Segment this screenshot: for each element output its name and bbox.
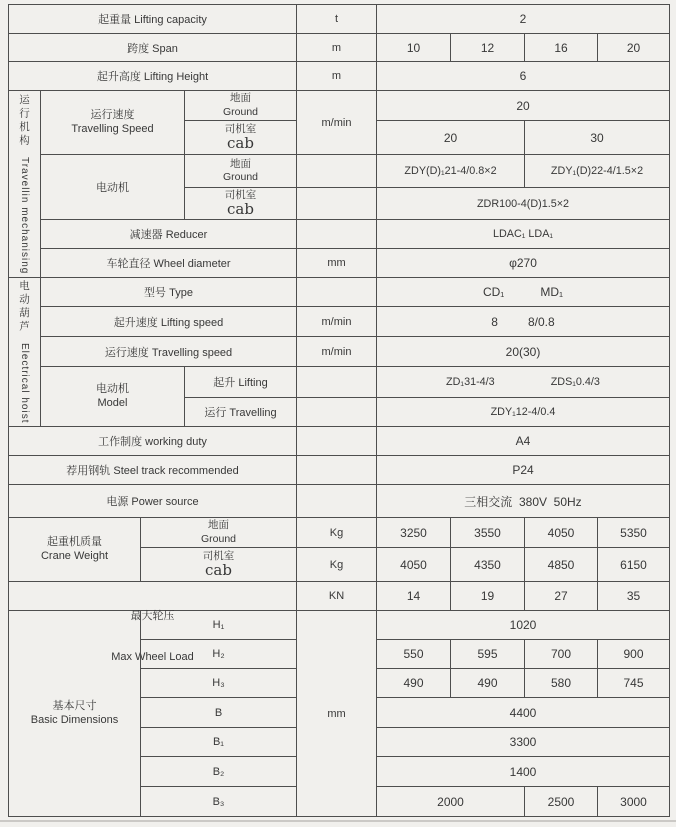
crane-weight-ground-value-1: 3250 — [377, 518, 451, 548]
crane-weight-ground-value-2: 3550 — [451, 518, 525, 548]
hoist-motor-label — [41, 367, 185, 427]
hoist-travelling-speed-value: 20(30) — [377, 337, 669, 367]
cab-label-en: cab — [227, 200, 254, 219]
section-travelling-mechanism-zh: 运行机构 — [18, 93, 30, 148]
spec-table — [8, 4, 670, 817]
cab-label-zh: 司机室 — [224, 189, 257, 202]
hoist-motor-lifting-value-1: ZD₁31-4/3 — [446, 376, 495, 388]
dimension-b3-value-2: 2500 — [525, 787, 598, 816]
hoist-lifting-speed-value-1: 8 — [491, 314, 498, 329]
wheel-diameter-label: 车轮直径 Wheel diameter — [41, 249, 297, 278]
ground-label-zh: 地面 — [208, 519, 229, 532]
dimension-h3-value-2: 490 — [451, 669, 525, 698]
travelling-speed-ground-label — [185, 91, 297, 121]
cab-label-zh: 司机室 — [202, 550, 235, 563]
max-wheel-load-value-4: 35 — [598, 582, 669, 611]
hoist-lifting-speed-label: 起升速度 Lifting speed — [41, 307, 297, 337]
ground-label-zh: 地面 — [230, 92, 251, 105]
span-value-1: 10 — [377, 34, 451, 62]
max-wheel-load-value-2: 19 — [451, 582, 525, 611]
travel-motor-ground-value-1: ZDY(D)₁21-4/0.8×2 — [377, 155, 525, 188]
lifting-capacity-label: 起重量 Lifting capacity — [9, 5, 297, 34]
power-source-label: 电源 Power source — [9, 485, 297, 518]
basic-dimensions-unit: mm — [297, 611, 377, 816]
dimension-h3-value-3: 580 — [525, 669, 598, 698]
reducer-value: LDAC₁ LDA₁ — [377, 220, 669, 249]
travel-motor-cab-unit-empty — [297, 188, 377, 220]
travelling-speed-label-en: Travelling Speed — [71, 122, 154, 135]
crane-weight-label-en: Crane Weight — [40, 549, 109, 562]
crane-weight-cab-label — [141, 548, 297, 582]
hoist-motor-lifting-value-2: ZDS₁0.4/3 — [550, 376, 600, 388]
hoist-type-unit-empty — [297, 278, 377, 307]
crane-weight-cab-value-2: 4350 — [451, 548, 525, 582]
travelling-speed-ground-value: 20 — [377, 91, 669, 121]
hoist-motor-label-en: Model — [97, 396, 128, 409]
reducer-label: 减速器 Reducer — [41, 220, 297, 249]
basic-dimensions-label-zh: 基本尺寸 — [52, 699, 97, 712]
hoist-type-value-2: MD₁ — [540, 285, 564, 299]
section-travelling-mechanism-en: Travellin mechanising — [19, 156, 30, 275]
dimension-b1-label: B₁ — [141, 728, 297, 757]
dimension-b3-value-3: 3000 — [620, 794, 647, 809]
lifting-capacity-unit: t — [297, 5, 377, 34]
travelling-speed-label-zh: 运行速度 — [90, 108, 135, 121]
section-electric-hoist-zh: 电动葫芦 — [18, 280, 30, 335]
dimension-h1-label: H₁ — [141, 611, 297, 640]
dimension-b2-value: 1400 — [377, 757, 669, 787]
basic-dimensions-label — [9, 611, 141, 816]
ground-label-en: Ground — [222, 171, 259, 183]
max-wheel-load-unit: KN — [297, 582, 377, 611]
span-value-4: 20 — [598, 34, 669, 62]
hoist-motor-lifting-value — [377, 367, 669, 398]
steel-track-value: P24 — [377, 456, 669, 485]
max-wheel-load-value-1: 14 — [377, 582, 451, 611]
wheel-diameter-value: φ270 — [377, 249, 669, 278]
travel-motor-cab-value: ZDR100-4(D)1.5×2 — [377, 188, 669, 220]
hoist-lifting-speed-unit: m/min — [297, 307, 377, 337]
lifting-capacity-value: 2 — [377, 5, 669, 34]
cab-label-en: cab — [205, 561, 232, 580]
span-value-3: 16 — [525, 34, 598, 62]
working-duty-label: 工作制度 working duty — [9, 427, 297, 456]
hoist-motor-travelling-value: ZDY₁12-4/0.4 — [377, 398, 669, 427]
ground-label-en: Ground — [222, 105, 259, 118]
cab-label-zh: 司机室 — [224, 123, 257, 136]
crane-weight-cab-value-3: 4850 — [525, 548, 598, 582]
steel-track-label: 荐用钢轨 Steel track recommended — [9, 456, 297, 485]
hoist-motor-lifting-unit-empty — [297, 367, 377, 398]
hoist-travelling-speed-unit: m/min — [297, 337, 377, 367]
travelling-speed-cab-value-1: 20 — [377, 121, 525, 155]
hoist-motor-label-zh: 电动机 — [96, 382, 129, 395]
hoist-motor-travelling-unit-empty — [297, 398, 377, 427]
crane-weight-cab-unit: Kg — [297, 548, 377, 582]
crane-weight-label — [9, 518, 141, 582]
dimension-h3-value-4: 745 — [598, 669, 669, 698]
working-duty-value: A4 — [377, 427, 669, 456]
hoist-travelling-speed-label: 运行速度 Travelling speed — [41, 337, 297, 367]
section-electric-hoist — [9, 278, 41, 427]
dimension-h1-value: 1020 — [377, 611, 669, 640]
dimension-h3-value-1: 490 — [377, 669, 451, 698]
dimension-b3-value-1: 2000 — [377, 787, 525, 816]
working-duty-unit-empty — [297, 427, 377, 456]
section-electric-hoist-en: Electrical hoist — [19, 343, 30, 424]
span-label: 跨度 Span — [9, 34, 297, 62]
travelling-speed-cab-value-2: 30 — [525, 121, 669, 155]
travelling-speed-label — [41, 91, 185, 155]
travel-motor-label: 电动机 — [41, 155, 185, 220]
travel-motor-ground-unit-empty — [297, 155, 377, 188]
travel-motor-cab-label — [185, 188, 297, 220]
dimension-h2-value-2: 595 — [451, 640, 525, 669]
dimension-h3-label: H₃ — [141, 669, 297, 698]
hoist-motor-travelling-label: 运行 Travelling — [185, 398, 297, 427]
reducer-unit-empty — [297, 220, 377, 249]
hoist-type-value — [377, 278, 669, 307]
travel-motor-ground-label — [185, 155, 297, 188]
crane-weight-ground-value-4: 5350 — [598, 518, 669, 548]
crane-weight-cab-value-1: 4050 — [377, 548, 451, 582]
power-source-unit-empty — [297, 485, 377, 518]
hoist-lifting-speed-value-2: 8/0.8 — [527, 314, 555, 329]
dimension-b-label: B — [141, 698, 297, 728]
section-travelling-mechanism — [9, 91, 41, 278]
ground-label-en: Ground — [200, 532, 237, 545]
power-source-value: 三相交流 380V 50Hz — [377, 485, 669, 518]
span-value-2: 12 — [451, 34, 525, 62]
wheel-diameter-unit: mm — [297, 249, 377, 278]
travelling-speed-unit: m/min — [297, 91, 377, 155]
cab-label-en: cab — [227, 134, 254, 153]
dimension-h2-value-1: 550 — [377, 640, 451, 669]
crane-weight-ground-label — [141, 518, 297, 548]
hoist-lifting-speed-value — [377, 307, 669, 337]
hoist-motor-lifting-label: 起升 Lifting — [185, 367, 297, 398]
dimension-b1-value: 3300 — [377, 728, 669, 757]
dimension-h2-value-4: 900 — [598, 640, 669, 669]
lifting-height-value: 6 — [377, 62, 669, 91]
max-wheel-load-value-3: 27 — [525, 582, 598, 611]
span-unit: m — [297, 34, 377, 62]
ground-label-zh: 地面 — [230, 157, 251, 170]
dimension-b3-label: B₃ — [141, 787, 297, 816]
scan-artifact-line — [0, 820, 676, 822]
max-wheel-load-label-zh: 最大轮压 — [130, 609, 175, 622]
hoist-type-label: 型号 Type — [41, 278, 297, 307]
basic-dimensions-label-en: Basic Dimensions — [30, 713, 119, 726]
dimension-h2-label: H₂ — [141, 640, 297, 669]
dimension-h2-value-3: 700 — [525, 640, 598, 669]
lifting-height-unit: m — [297, 62, 377, 91]
steel-track-unit-empty — [297, 456, 377, 485]
hoist-type-value-1: CD₁ — [482, 285, 505, 299]
dimension-b-value: 4400 — [377, 698, 669, 728]
travelling-speed-cab-label — [185, 121, 297, 155]
dimension-b2-label: B₂ — [141, 757, 297, 787]
lifting-height-label: 起升高度 Lifting Height — [9, 62, 297, 91]
max-wheel-load-label-en: Max Wheel Load — [111, 650, 194, 663]
crane-weight-ground-unit: Kg — [297, 518, 377, 548]
travel-motor-ground-value-2: ZDY₁(D)22-4/1.5×2 — [525, 155, 669, 188]
crane-weight-cab-value-4: 6150 — [598, 548, 669, 582]
crane-weight-label-zh: 起重机质量 — [47, 535, 102, 548]
crane-weight-ground-value-3: 4050 — [525, 518, 598, 548]
